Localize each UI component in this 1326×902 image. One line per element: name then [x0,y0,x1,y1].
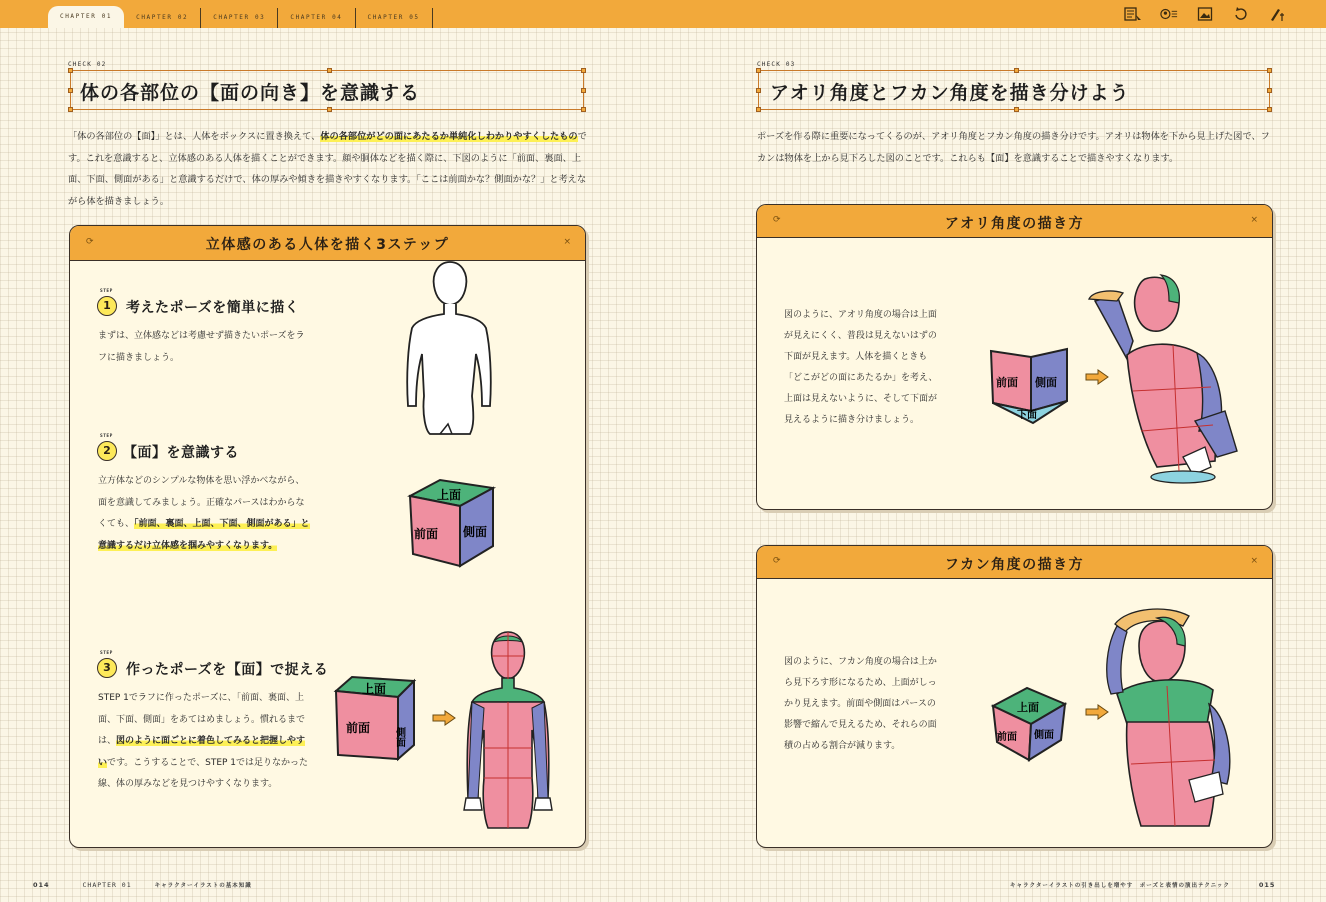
footer-section: キャラクターイラストの基本知識 [154,883,252,889]
close-icon[interactable]: × [1250,215,1258,225]
cube-label-top: 上面 [1017,701,1039,714]
list-panel-icon[interactable] [1124,5,1142,23]
cube-label-side: 側面 [1035,376,1057,389]
step-text: まずは、立体感などは考慮せず描きたいポーズをラフに描きましょう。 [98,331,305,363]
page-title-left: 体の各部位の【面の向き】を意識する [80,82,421,104]
cube-label-side: 側面 [463,525,488,539]
tab-chapter-04[interactable]: CHAPTER 04 [277,8,354,28]
refresh-icon[interactable]: ⟳ [86,237,94,247]
page-title-right: アオリ角度とフカン角度を描き分けよう [770,82,1130,104]
step-text: 立方体などのシンプルな物体を思い浮かべながら、面を意識してみましょう。正確なパースはわからなくても、「前面、裏面、上面、下面、側面がある」と意識するだけ立体感を掴みやすくなります。 [98,476,310,551]
card-header [757,546,1272,579]
card-title: フカン角度の描き方 [944,557,1085,573]
cube-label-front: 前面 [996,376,1018,389]
step-number: 1 [97,296,117,316]
three-steps-card [69,225,586,848]
close-icon[interactable]: × [1250,556,1258,566]
footer-right [1010,881,1275,889]
arrow-icon [432,710,456,726]
close-icon[interactable]: × [563,237,571,247]
colored-pose-figure [458,628,558,833]
refresh-icon[interactable]: ⟳ [773,556,781,566]
face-cube-diagram-step3 [332,673,422,763]
tab-chapter-02[interactable]: CHAPTER 02 [136,14,189,21]
footer-book-subtitle: キャラクターイラストの引き出しを増やす ポーズと表情の演出テクニック [1010,883,1230,889]
cube-label-front: 前面 [414,527,439,541]
footer-left [33,881,252,889]
chapter-tabs [48,8,433,28]
refresh-icon[interactable]: ⟳ [773,215,781,225]
card-header [70,226,585,261]
step-label: STEP [100,289,113,294]
fukan-card [756,545,1273,848]
fukan-cube-diagram [989,684,1069,764]
cube-label-side: 側面 [393,727,405,747]
step-text: STEP 1でラフに作ったポーズに、「前面、裏面、上面、下面、側面」をあてはめましょう。慣れるまでは、図のように面ごとに着色してみると把握しやすいです。こうすることで、STEP 1では足りなかった線、体の厚みなどを見つけやすくなります。 [98,693,309,789]
check-label-03: CHECK 03 [757,61,796,68]
step-title: 【面】を意識する [123,445,239,461]
fukan-text: 図のように、フカン角度の場合は上から見下ろす形になるため、上面がしっかり見えます。前面や側面はパースの影響で縮んで見えるため、それらの面積の占める割合が減ります。 [784,657,937,751]
footer-chapter: CHAPTER 01 [82,881,132,889]
cube-label-bottom: 下面 [1017,410,1037,421]
cube-label-top: 上面 [362,682,387,696]
step-number: 3 [97,658,117,678]
aori-card [756,204,1273,510]
aori-cube-diagram [987,345,1073,427]
cube-label-top: 上面 [437,488,462,502]
cube-label-front: 前面 [346,721,371,735]
aori-text: 図のように、アオリ角度の場合は上面が見えにくく、普段は見えないはずの下面が見えます。人体を描くときも「どこがどの面にあたるか」を考え、上面は見えないように、そして下面が見えるように描き分けましょう。 [784,310,938,425]
top-bar [0,0,1326,28]
fukan-pose-figure [1097,604,1247,829]
page-number-left: 014 [33,881,50,889]
cube-label-side: 側面 [1034,730,1054,741]
tab-chapter-05[interactable]: CHAPTER 05 [355,8,433,28]
cube-label-front: 前面 [997,732,1017,743]
intro-paragraph-left: 「体の各部位の【面】」とは、人体をボックスに置き換えて、体の各部位がどの面にあたるか単純化しわかりやすくしたものです。これを意識すると、立体感のある人体を描くことができます。顔や胴体などを描く際に、下図のように「前面、裏面、上面、下面、側面がある」と意識するだけで、体の厚みや傾きを描きやすくなります。「ここは前面かな？側面かな？」と考えながら体を描きましょう。 [68,131,587,207]
step-label: STEP [100,651,113,656]
step-title: 考えたポーズを簡単に描く [126,300,300,316]
intro-paragraph-right: ポーズを作る際に重要になってくるのが、アオリ角度とフカン角度の描き分けです。アオリは物体を下から見上げた図で、フカンは物体を上から見下ろした図のことです。これらも【面】を意識することで描きやすくなります。 [757,131,1270,164]
pen-size-icon[interactable] [1268,5,1286,23]
step-label: STEP [100,434,113,439]
step-title: 作ったポーズを【面】で捉える [126,662,329,678]
toolbar [1124,5,1286,23]
step-number: 2 [97,441,117,461]
page-number-right: 015 [1258,881,1276,889]
image-icon[interactable] [1196,5,1214,23]
tab-chapter-01[interactable]: CHAPTER 01 [48,6,124,28]
card-title: アオリ角度の描き方 [944,216,1085,232]
face-cube-diagram [405,474,500,569]
rotate-icon[interactable] [1232,5,1250,23]
aori-pose-figure [1087,271,1247,491]
check-label-02: CHECK 02 [68,61,107,68]
rough-pose-figure [400,256,500,436]
card-title: 立体感のある人体を描く3ステップ [205,237,450,253]
user-list-icon[interactable] [1160,5,1178,23]
tab-chapter-03[interactable]: CHAPTER 03 [200,8,277,28]
card-header [757,205,1272,238]
